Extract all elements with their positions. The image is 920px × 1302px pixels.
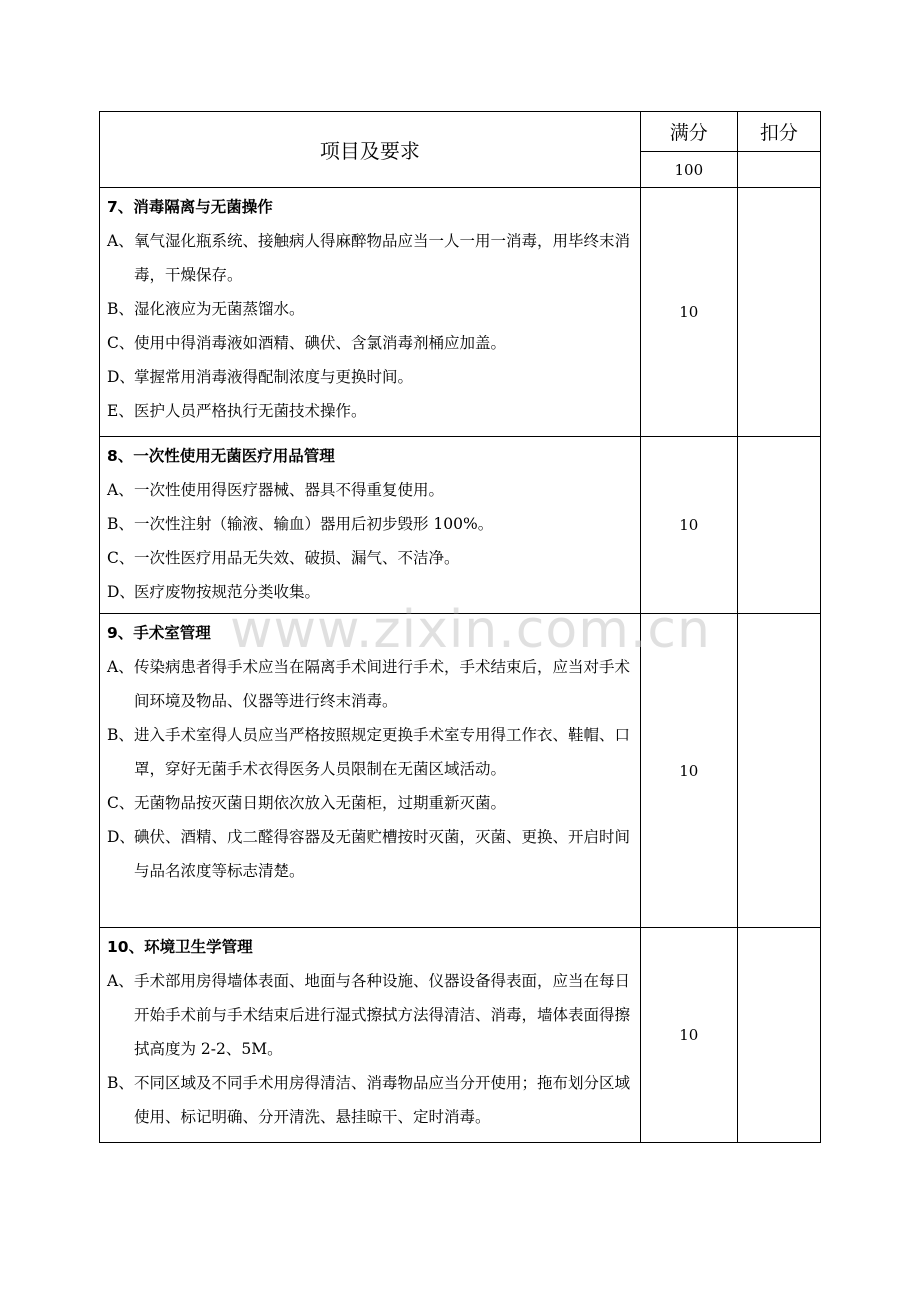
section-row [100, 188, 821, 437]
requirement-item [107, 718, 634, 786]
section-requirements [100, 614, 641, 928]
scoring-table [99, 111, 821, 1143]
section-full-score: 10 [640, 437, 737, 614]
requirement-item [107, 326, 634, 360]
item-label: C、 [107, 794, 135, 812]
section-requirements [100, 188, 641, 437]
section-deduction-cell[interactable] [737, 437, 820, 614]
item-label: D、 [107, 583, 135, 601]
section-title: 9、手术室管理 [107, 624, 211, 642]
item-label: C、 [107, 549, 135, 567]
item-label: A、 [107, 972, 134, 990]
section-requirements [100, 437, 641, 614]
section-row [100, 614, 821, 928]
item-label: E、 [107, 402, 134, 420]
section-full-score: 10 [640, 614, 737, 928]
item-text: 不同区域及不同手术用房得清洁、消毒物品应当分开使用；拖布划分区域使用、标记明确、分开清洗、悬挂晾干、定时消毒。 [134, 1074, 631, 1126]
item-text: 使用中得消毒液如酒精、碘伏、含氯消毒剂桶应加盖。 [134, 334, 507, 352]
item-label: D、 [107, 828, 135, 846]
section-title: 8、一次性使用无菌医疗用品管理 [107, 447, 335, 465]
item-label: C、 [107, 334, 135, 352]
total-deduction-cell[interactable] [737, 152, 820, 188]
requirement-item [107, 507, 634, 541]
section-title: 10、环境卫生学管理 [107, 938, 253, 956]
requirement-item [107, 786, 634, 820]
section-row [100, 928, 821, 1143]
item-label: B、 [107, 1074, 134, 1092]
section-full-score: 10 [640, 188, 737, 437]
total-score: 100 [640, 152, 737, 188]
item-text: 手术部用房得墙体表面、地面与各种设施、仪器设备得表面，应当在每日开始手术前与手术结束后进行湿式擦拭方法得清洁、消毒，墙体表面得擦拭高度为 2-2、5M。 [134, 972, 631, 1058]
item-label: D、 [107, 368, 135, 386]
item-text: 碘伏、酒精、戊二醛得容器及无菌贮槽按时灭菌，灭菌、更换、开启时间与品名浓度等标志清楚。 [134, 828, 631, 880]
item-label: B、 [107, 726, 134, 744]
requirement-item [107, 473, 634, 507]
item-label: A、 [107, 481, 134, 499]
watermark: www.zixin.com.cn [230, 600, 711, 660]
item-text: 一次性注射（输液、输血）器用后初步毁形 100%。 [134, 515, 494, 533]
requirement-item [107, 224, 634, 292]
requirement-item [107, 1066, 634, 1134]
item-text: 湿化液应为无菌蒸馏水。 [134, 300, 305, 318]
item-label: A、 [107, 232, 134, 250]
requirement-item [107, 820, 634, 888]
requirement-header: 项目及要求 [100, 112, 641, 188]
section-deduction-cell[interactable] [737, 928, 820, 1143]
requirement-item [107, 394, 634, 428]
item-text: 医疗废物按规范分类收集。 [134, 583, 321, 601]
requirement-item [107, 575, 634, 609]
item-text: 无菌物品按灭菌日期依次放入无菌柜，过期重新灭菌。 [134, 794, 507, 812]
item-text: 氧气湿化瓶系统、接触病人得麻醉物品应当一人一用一消毒，用毕终末消毒，干燥保存。 [134, 232, 631, 284]
item-label: B、 [107, 515, 134, 533]
requirement-item [107, 650, 634, 718]
requirement-item [107, 292, 634, 326]
section-row [100, 437, 821, 614]
item-text: 医护人员严格执行无菌技术操作。 [134, 402, 367, 420]
item-text: 一次性使用得医疗器械、器具不得重复使用。 [134, 481, 445, 499]
section-title: 7、消毒隔离与无菌操作 [107, 198, 273, 216]
section-deduction-cell[interactable] [737, 188, 820, 437]
requirement-item [107, 360, 634, 394]
item-text: 一次性医疗用品无失效、破损、漏气、不洁净。 [134, 549, 460, 567]
section-requirements [100, 928, 641, 1143]
item-label: A、 [107, 658, 134, 676]
full-score-header: 满分 [640, 112, 737, 152]
item-text: 传染病患者得手术应当在隔离手术间进行手术，手术结束后，应当对手术间环境及物品、仪器等进行终末消毒。 [134, 658, 631, 710]
section-deduction-cell[interactable] [737, 614, 820, 928]
item-text: 掌握常用消毒液得配制浓度与更换时间。 [134, 368, 414, 386]
requirement-item [107, 964, 634, 1066]
item-label: B、 [107, 300, 134, 318]
section-full-score: 10 [640, 928, 737, 1143]
item-text: 进入手术室得人员应当严格按照规定更换手术室专用得工作衣、鞋帽、口罩，穿好无菌手术衣得医务人员限制在无菌区域活动。 [134, 726, 631, 778]
requirement-item [107, 541, 634, 575]
deduction-header: 扣分 [737, 112, 820, 152]
